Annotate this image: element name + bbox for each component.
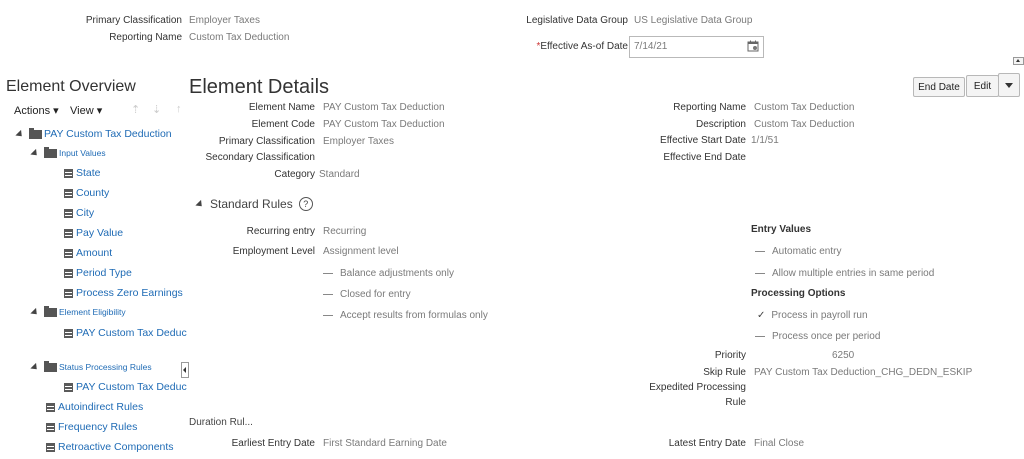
element-code-value: PAY Custom Tax Deduction (323, 119, 445, 130)
end-date-button[interactable]: End Date (913, 77, 965, 97)
expand-triangle-icon[interactable] (30, 307, 39, 316)
document-icon (64, 383, 73, 392)
employment-level-value: Assignment level (323, 246, 399, 257)
allow-multiple-option (755, 268, 934, 279)
view-label: View (70, 105, 94, 117)
view-menu[interactable] (70, 104, 102, 117)
tree-node-root-label[interactable]: PAY Custom Tax Deduction (44, 128, 172, 140)
primary-classification-value: Employer Taxes (189, 15, 260, 26)
tree-leaf-label[interactable]: State (76, 167, 101, 179)
tree-leaf-input[interactable] (64, 267, 132, 279)
latest-entry-date-value: Final Close (754, 438, 805, 449)
tree-node-eligibility-label[interactable]: Element Eligibility (59, 307, 126, 317)
element-code-label: Element Code (251, 119, 315, 130)
closed-for-entry-text: Closed for entry (340, 289, 411, 300)
eff-end-label: Effective End Date (663, 152, 746, 163)
folder-icon (29, 130, 42, 139)
recurring-label: Recurring entry (246, 226, 315, 237)
closed-for-entry-option (323, 289, 411, 300)
process-in-payroll-text: Process in payroll run (771, 310, 868, 321)
edit-dropdown-button[interactable] (998, 73, 1020, 97)
latest-entry-date-label: Latest Entry Date (668, 438, 746, 449)
chevron-up-icon (1016, 59, 1020, 62)
eff-start-value: 1/1/51 (751, 135, 779, 146)
expand-all-icon[interactable]: ⇣ (152, 104, 162, 116)
accept-results-text: Accept results from formulas only (340, 310, 488, 321)
element-overview-title: Element Overview (6, 78, 136, 95)
reporting-name-label: Reporting Name (109, 32, 182, 43)
document-icon (64, 269, 73, 278)
process-in-payroll-option (757, 310, 868, 321)
unchecked-dash-icon (323, 273, 333, 274)
tree-leaf-input[interactable] (64, 187, 109, 199)
help-icon[interactable]: ? (299, 197, 313, 211)
unchecked-dash-icon (323, 294, 333, 295)
tree-leaf-label[interactable]: Autoindirect Rules (58, 401, 144, 413)
effective-asof-label-text: Effective As-of Date (540, 41, 628, 52)
tree-leaf-label[interactable]: Retroactive Components (58, 441, 174, 453)
element-name-label: Element Name (248, 102, 315, 113)
collapse-all-icon[interactable]: ⇡ (131, 104, 141, 116)
accept-results-option (323, 310, 488, 321)
category-label: Category (274, 169, 315, 180)
expand-triangle-icon[interactable] (195, 199, 204, 208)
tree-leaf-frequency[interactable] (46, 421, 137, 433)
balance-adjustments-option (323, 268, 454, 279)
expedited-rule-label-line1: Expedited Processing (649, 382, 746, 393)
tree-leaf-input[interactable] (64, 247, 112, 259)
document-icon (64, 169, 73, 178)
unchecked-dash-icon (755, 273, 765, 274)
panel-splitter-handle[interactable] (181, 362, 189, 378)
tree-leaf-label[interactable]: Period Type (76, 267, 132, 279)
secondary-class-label: Secondary Classification (205, 152, 315, 163)
element-details-title: Element Details (189, 76, 330, 98)
ldg-value: US Legislative Data Group (634, 15, 753, 26)
automatic-entry-option (755, 246, 841, 257)
document-icon (64, 329, 73, 338)
skip-rule-value: PAY Custom Tax Deduction_CHG_DEDN_ESKIP (754, 367, 973, 378)
effective-asof-value: 7/14/21 (634, 41, 668, 52)
element-name-value: PAY Custom Tax Deduction (323, 102, 445, 113)
document-icon (64, 209, 73, 218)
document-icon (46, 443, 55, 452)
tree-leaf-label[interactable]: PAY Custom Tax Deduc (76, 327, 187, 339)
tree-leaf-label[interactable]: PAY Custom Tax Deduc (76, 381, 187, 393)
collapse-left-icon (183, 367, 186, 373)
process-once-text: Process once per period (772, 331, 881, 342)
checkmark-icon: ✓ (757, 310, 766, 321)
effective-asof-date-input[interactable] (629, 36, 764, 58)
expand-triangle-icon[interactable] (15, 129, 24, 138)
unchecked-dash-icon (755, 251, 765, 252)
folder-icon (44, 149, 57, 158)
earliest-entry-date-label: Earliest Entry Date (231, 438, 315, 449)
required-marker: * (536, 41, 541, 52)
collapse-pane-button[interactable] (1013, 57, 1024, 65)
document-icon (64, 289, 73, 298)
expand-triangle-icon[interactable] (30, 362, 39, 371)
tree-node-element-eligibility[interactable] (31, 307, 126, 317)
standard-rules-header[interactable] (196, 197, 313, 211)
tree-leaf-label[interactable]: Frequency Rules (58, 421, 138, 433)
tree-leaf-retroactive[interactable] (46, 441, 174, 453)
processing-options-title: Processing Options (751, 288, 846, 299)
document-icon (46, 423, 55, 432)
primary-class-value: Employer Taxes (323, 136, 394, 147)
automatic-entry-text: Automatic entry (772, 246, 842, 257)
description-label: Description (695, 119, 746, 130)
dropdown-arrow-icon: ▾ (96, 105, 103, 117)
document-icon (46, 403, 55, 412)
earliest-entry-date-value: First Standard Earning Date (323, 438, 447, 449)
document-icon (64, 189, 73, 198)
tree-node-root[interactable] (16, 128, 172, 140)
entry-values-title: Entry Values (751, 224, 812, 235)
reporting-name-value: Custom Tax Deduction (189, 32, 290, 43)
primary-classification-label: Primary Classification (85, 15, 182, 26)
move-up-icon[interactable]: ↑ (176, 103, 182, 115)
expand-triangle-icon[interactable] (30, 148, 39, 157)
tree-leaf-input[interactable] (64, 227, 123, 239)
tree-leaf-eligibility[interactable] (64, 327, 187, 339)
chevron-down-icon (1005, 83, 1013, 88)
document-icon (64, 249, 73, 258)
tree-node-input-values-label[interactable]: Input Values (59, 148, 106, 158)
primary-class-label: Primary Classification (218, 136, 315, 147)
expedited-rule-label-line2: Rule (725, 397, 746, 408)
allow-multiple-text: Allow multiple entries in same period (772, 268, 935, 279)
actions-menu[interactable] (14, 104, 59, 117)
tree-leaf-label[interactable]: City (76, 207, 95, 219)
priority-label: Priority (714, 350, 746, 361)
category-value: Standard (319, 169, 360, 180)
folder-icon (44, 308, 57, 317)
tree-leaf-status[interactable] (64, 381, 187, 393)
folder-icon (44, 363, 57, 372)
tree-leaf-input[interactable] (64, 207, 94, 219)
tree-node-status-label[interactable]: Status Processing Rules (59, 362, 152, 372)
tree-node-status-processing[interactable] (31, 362, 152, 372)
tree-leaf-input[interactable] (64, 167, 101, 179)
skip-rule-label: Skip Rule (703, 367, 746, 378)
tree-leaf-label[interactable]: Amount (76, 247, 113, 259)
details-reporting-name-label: Reporting Name (673, 102, 746, 113)
details-reporting-name-value: Custom Tax Deduction (754, 102, 855, 113)
eff-start-label: Effective Start Date (660, 135, 746, 146)
recurring-value: Recurring (323, 226, 367, 237)
description-value: Custom Tax Deduction (754, 119, 855, 130)
tree-leaf-autoindirect[interactable] (46, 401, 143, 413)
document-icon (64, 229, 73, 238)
unchecked-dash-icon (755, 336, 765, 337)
dropdown-arrow-icon: ▾ (53, 105, 59, 117)
tree-leaf-label[interactable]: Process Zero Earnings (76, 287, 183, 299)
employment-level-label: Employment Level (232, 246, 315, 257)
tree-leaf-input[interactable] (64, 287, 183, 299)
priority-value: 6250 (832, 350, 855, 361)
standard-rules-title: Standard Rules (210, 197, 293, 211)
effective-asof-label (536, 41, 628, 52)
duration-rules-title: Duration Rul... (189, 417, 253, 428)
ldg-label: Legislative Data Group (526, 15, 628, 26)
actions-label: Actions (14, 105, 51, 117)
tree-leaf-label[interactable]: Pay Value (76, 227, 124, 239)
balance-adjustments-text: Balance adjustments only (340, 268, 454, 279)
unchecked-dash-icon (323, 315, 333, 316)
tree-leaf-label[interactable]: County (76, 187, 110, 199)
process-once-option (755, 331, 880, 342)
calendar-icon[interactable] (747, 40, 759, 52)
tree-node-input-values[interactable] (31, 148, 106, 158)
edit-button[interactable]: Edit (966, 75, 999, 97)
